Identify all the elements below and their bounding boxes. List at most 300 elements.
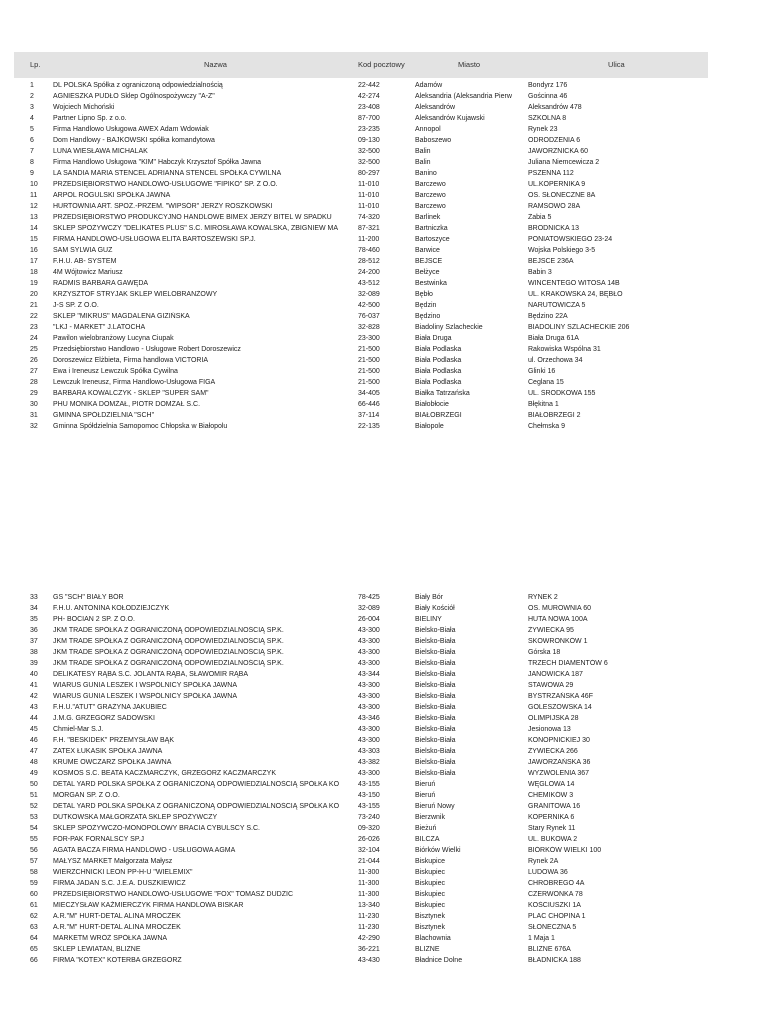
cell-kod-pocztowy: 24-200 — [358, 269, 380, 276]
cell-lp: 19 — [30, 280, 38, 287]
cell-kod-pocztowy: 11-300 — [358, 869, 380, 876]
cell-miasto: Barczewo — [415, 203, 446, 210]
cell-kod-pocztowy: 22-135 — [358, 423, 380, 430]
cell-miasto: Bierzwnik — [415, 814, 445, 821]
cell-lp: 22 — [30, 313, 38, 320]
cell-ulica: RAMSOWO 28A — [528, 203, 581, 210]
table-row — [0, 322, 768, 333]
cell-miasto: Biskupiec — [415, 869, 445, 876]
cell-ulica: UL.KOPERNIKA 9 — [528, 181, 586, 188]
cell-miasto: Bieżuń — [415, 825, 437, 832]
table-row — [0, 311, 768, 322]
cell-ulica: WINCENTEGO WITOSA 14B — [528, 280, 620, 287]
cell-nazwa: SKLEP SPOŻYWCZO-MONOPOLOWY BRACIA CYBULSCY S.C. — [53, 825, 260, 832]
cell-lp: 55 — [30, 836, 38, 843]
cell-ulica: Aleksandrów 478 — [528, 104, 582, 111]
cell-ulica: OS. MUROWNIA 60 — [528, 605, 592, 612]
cell-nazwa: WIARUS GUNIA LESZEK I WSPÓLNICY SPÓŁKA JAWNA — [53, 682, 237, 689]
cell-lp: 44 — [30, 715, 38, 722]
table-row — [0, 680, 768, 691]
cell-lp: 20 — [30, 291, 38, 298]
cell-lp: 1 — [30, 82, 34, 89]
cell-ulica: SZKOLNA 8 — [528, 115, 567, 122]
table-row — [0, 190, 768, 201]
cell-lp: 63 — [30, 924, 38, 931]
cell-miasto: BEJSCE — [415, 258, 443, 265]
cell-ulica: STAWOWA 29 — [528, 682, 574, 689]
cell-miasto: Bieruń — [415, 792, 436, 799]
cell-kod-pocztowy: 11-010 — [358, 203, 380, 210]
cell-ulica: SŁONECZNA 5 — [528, 924, 577, 931]
cell-miasto: Aleksandria (Aleksandria Pierw — [415, 93, 512, 100]
cell-ulica: WYZWOLENIA 367 — [528, 770, 590, 777]
cell-miasto: Bisztynek — [415, 924, 445, 931]
cell-ulica: PSZENNA 112 — [528, 170, 574, 177]
cell-lp: 21 — [30, 302, 38, 309]
table-row — [0, 702, 768, 713]
cell-nazwa: Gminna Spółdzielnia Samopomoc Chłopska w Białopolu — [53, 423, 228, 430]
cell-nazwa: PH- BOCIAN 2 SP. Z O.O. — [53, 616, 135, 623]
cell-ulica: PONIATOWSKIEGO 23-24 — [528, 236, 613, 243]
table-row — [0, 746, 768, 757]
cell-lp: 14 — [30, 225, 38, 232]
cell-kod-pocztowy: 11-230 — [358, 924, 380, 931]
cell-lp: 43 — [30, 704, 38, 711]
cell-ulica: OLIMPIJSKA 28 — [528, 715, 579, 722]
cell-kod-pocztowy: 21-044 — [358, 858, 380, 865]
cell-kod-pocztowy: 42-290 — [358, 935, 380, 942]
table-row — [0, 845, 768, 856]
cell-lp: 41 — [30, 682, 38, 689]
table-row — [0, 289, 768, 300]
cell-kod-pocztowy: 43-300 — [358, 660, 380, 667]
cell-lp: 49 — [30, 770, 38, 777]
cell-nazwa: LUNA WIESŁAWA MICHALAK — [53, 148, 148, 155]
cell-miasto: Barczewo — [415, 181, 446, 188]
cell-miasto: Bestwinka — [415, 280, 447, 287]
table-row — [0, 614, 768, 625]
cell-ulica: JAWORZNICKA 60 — [528, 148, 589, 155]
cell-nazwa: LA SANDIA MARIA STENCEL ADRIANNA STENCEL SPÓŁKA CYWILNA — [53, 170, 282, 177]
cell-lp: 2 — [30, 93, 34, 100]
cell-lp: 54 — [30, 825, 38, 832]
cell-nazwa: KRUME OWCZARZ SPÓŁKA JAWNA — [53, 759, 172, 766]
table-row — [0, 933, 768, 944]
cell-nazwa: Firma Handlowo Usługowa "KIM" Habczyk Krzysztof Spółka Jawna — [53, 159, 262, 166]
cell-miasto: Bielsko-Biała — [415, 660, 456, 667]
cell-kod-pocztowy: 11-010 — [358, 181, 380, 188]
cell-ulica: 1 Maja 1 — [528, 935, 555, 942]
table-row — [0, 113, 768, 124]
cell-ulica: Juliana Niemcewicza 2 — [528, 159, 600, 166]
header-miasto: Miasto — [458, 60, 481, 69]
cell-lp: 48 — [30, 759, 38, 766]
cell-ulica: Biała Druga 61A — [528, 335, 579, 342]
cell-miasto: Białka Tatrzańska — [415, 390, 470, 397]
cell-kod-pocztowy: 23-300 — [358, 335, 380, 342]
cell-nazwa: KOSMOS S.C. BEATA KACZMARCZYK, GRZEGORZ KACZMARCZYK — [53, 770, 276, 777]
table-row — [0, 135, 768, 146]
cell-kod-pocztowy: 11-200 — [358, 236, 380, 243]
cell-miasto: Bielsko-Biała — [415, 693, 456, 700]
cell-nazwa: SKLEP LEWIATAN, BLIZNE — [53, 946, 141, 953]
table-row — [0, 124, 768, 135]
table-row — [0, 812, 768, 823]
cell-kod-pocztowy: 43-300 — [358, 693, 380, 700]
cell-ulica: SKOWRONKÓW 1 — [528, 638, 588, 645]
cell-ulica: UL. BUKOWA 2 — [528, 836, 578, 843]
cell-ulica: Górska 18 — [528, 649, 561, 656]
header-lp: Lp. — [30, 60, 41, 69]
table-row — [0, 900, 768, 911]
table-row — [0, 212, 768, 223]
cell-lp: 64 — [30, 935, 38, 942]
cell-miasto: Biały Kościół — [415, 605, 455, 612]
cell-kod-pocztowy: 32-089 — [358, 605, 380, 612]
cell-lp: 56 — [30, 847, 38, 854]
table-row — [0, 867, 768, 878]
cell-ulica: UL. KRAKOWSKA 24, BĘBŁO — [528, 291, 623, 298]
cell-kod-pocztowy: 34-405 — [358, 390, 380, 397]
cell-lp: 15 — [30, 236, 38, 243]
table-row — [0, 377, 768, 388]
cell-ulica: Błękitna 1 — [528, 401, 559, 408]
cell-miasto: Biskupiec — [415, 880, 445, 887]
cell-lp: 33 — [30, 594, 38, 601]
cell-ulica: Będzino 22A — [528, 313, 568, 320]
cell-ulica: BIÓRKÓW WIELKI 100 — [528, 847, 602, 854]
cell-lp: 6 — [30, 137, 34, 144]
cell-lp: 37 — [30, 638, 38, 645]
cell-kod-pocztowy: 43-346 — [358, 715, 380, 722]
cell-ulica: Babin 3 — [528, 269, 552, 276]
cell-nazwa: ZATEX ŁUKASIK SPÓŁKA JAWNA — [53, 748, 163, 755]
cell-lp: 42 — [30, 693, 38, 700]
cell-kod-pocztowy: 13-340 — [358, 902, 380, 909]
cell-kod-pocztowy: 32-089 — [358, 291, 380, 298]
cell-miasto: Biskupiec — [415, 902, 445, 909]
cell-miasto: Bielsko-Biała — [415, 759, 456, 766]
cell-ulica: RYNEK 2 — [528, 594, 558, 601]
cell-ulica: JAWORZAŃSKA 36 — [528, 759, 591, 766]
cell-kod-pocztowy: 43-512 — [358, 280, 380, 287]
cell-nazwa: DETAL YARD POLSKA SPÓŁKA Z OGRANICZONĄ ODPOWIEDZIALNOŚCIĄ SPÓŁKA KO — [53, 781, 340, 788]
cell-kod-pocztowy: 11-300 — [358, 891, 380, 898]
cell-ulica: Glinki 16 — [528, 368, 556, 375]
cell-kod-pocztowy: 22-442 — [358, 82, 380, 89]
cell-ulica: CZERWONKA 78 — [528, 891, 583, 898]
cell-ulica: BIAŁOBRZEGI 2 — [528, 412, 581, 419]
cell-ulica: NARUTOWICZA 5 — [528, 302, 586, 309]
cell-miasto: Będzin — [415, 302, 437, 309]
table-body-page-1 — [0, 80, 768, 432]
cell-lp: 62 — [30, 913, 38, 920]
cell-lp: 29 — [30, 390, 38, 397]
cell-nazwa: MAŁYSZ MARKET Małgorzata Małysz — [53, 858, 173, 865]
header-kod-pocztowy: Kod pocztowy — [358, 60, 405, 69]
cell-ulica: KONOPNICKIEJ 30 — [528, 737, 590, 744]
table-row — [0, 691, 768, 702]
cell-miasto: Bielsko-Biała — [415, 627, 456, 634]
cell-kod-pocztowy: 32-104 — [358, 847, 380, 854]
cell-nazwa: FIRMA HANDLOWO-USŁUGOWA ELITA BARTOSZEWSKI SP.J. — [53, 236, 256, 243]
cell-kod-pocztowy: 43-300 — [358, 649, 380, 656]
cell-nazwa: Lewczuk Ireneusz, Firma Handlowo-Usługowa FIGA — [53, 379, 216, 386]
table-body-page-2 — [0, 592, 768, 966]
cell-lp: 12 — [30, 203, 38, 210]
cell-lp: 28 — [30, 379, 38, 386]
cell-lp: 60 — [30, 891, 38, 898]
cell-miasto: Biała Podlaska — [415, 346, 462, 353]
cell-nazwa: FOR-PAK FORNALSCY SP.J — [53, 836, 145, 843]
cell-nazwa: Wojciech Michoński — [53, 104, 115, 111]
cell-miasto: Banino — [415, 170, 437, 177]
cell-miasto: Biała Podlaska — [415, 357, 462, 364]
cell-lp: 10 — [30, 181, 38, 188]
cell-lp: 58 — [30, 869, 38, 876]
cell-kod-pocztowy: 80-297 — [358, 170, 380, 177]
cell-nazwa: DUTKOWSKA MAŁGORZATA SKLEP SPOŻYWCZY — [53, 814, 218, 821]
table-row — [0, 223, 768, 234]
cell-nazwa: KRZYSZTOF STRYJAK SKLEP WIELOBRANŻOWY — [53, 291, 218, 298]
cell-miasto: Bielsko-Biała — [415, 671, 456, 678]
cell-ulica: CHEMIKÓW 3 — [528, 792, 574, 799]
cell-nazwa: GMINNA SPÓŁDZIELNIA "SCH" — [53, 412, 155, 419]
cell-miasto: Baboszewo — [415, 137, 452, 144]
table-row — [0, 625, 768, 636]
cell-kod-pocztowy: 11-230 — [358, 913, 380, 920]
cell-lp: 26 — [30, 357, 38, 364]
cell-kod-pocztowy: 43-155 — [358, 803, 380, 810]
cell-kod-pocztowy: 32-828 — [358, 324, 380, 331]
cell-nazwa: MORGAN SP. Z O.O. — [53, 792, 120, 799]
cell-ulica: JANOWICKA 187 — [528, 671, 583, 678]
cell-kod-pocztowy: 43-430 — [358, 957, 380, 964]
cell-kod-pocztowy: 43-300 — [358, 737, 380, 744]
cell-nazwa: Przedsiębiorstwo Handlowo - Usługowe Robert Doroszewicz — [53, 346, 241, 353]
cell-kod-pocztowy: 87-700 — [358, 115, 380, 122]
cell-lp: 23 — [30, 324, 38, 331]
cell-nazwa: JKM TRADE SPÓŁKA Z OGRANICZONĄ ODPOWIEDZIALNOŚCIĄ SP.K. — [53, 638, 284, 645]
cell-lp: 51 — [30, 792, 38, 799]
cell-miasto: Bisztynek — [415, 913, 445, 920]
cell-miasto: Bielsko-Biała — [415, 748, 456, 755]
table-row — [0, 724, 768, 735]
table-row — [0, 944, 768, 955]
table-row — [0, 300, 768, 311]
cell-lp: 66 — [30, 957, 38, 964]
table-row — [0, 889, 768, 900]
table-row — [0, 146, 768, 157]
cell-miasto: Balin — [415, 159, 431, 166]
cell-nazwa: A.R."M" HURT-DETAL ALINA MROCZEK — [53, 913, 181, 920]
cell-kod-pocztowy: 73-240 — [358, 814, 380, 821]
cell-nazwa: 4M Wójtowicz Mariusz — [53, 269, 123, 276]
cell-ulica: HUTA NOWA 100A — [528, 616, 588, 623]
cell-miasto: Biały Bór — [415, 594, 444, 601]
cell-nazwa: WIARUS GUNIA LESZEK I WSPÓLNICY SPÓŁKA JAWNA — [53, 693, 237, 700]
cell-lp: 36 — [30, 627, 38, 634]
table-row — [0, 157, 768, 168]
table-row — [0, 80, 768, 91]
cell-nazwa: J.M.G. GRZEGORZ SADOWSKI — [53, 715, 155, 722]
cell-ulica: Wojska Polskiego 3-5 — [528, 247, 596, 254]
cell-ulica: Gościnna 46 — [528, 93, 568, 100]
cell-nazwa: SAM SYLWIA GUZ — [53, 247, 113, 254]
cell-miasto: Aleksandrów — [415, 104, 456, 111]
cell-miasto: Będzino — [415, 313, 441, 320]
cell-kod-pocztowy: 43-300 — [358, 726, 380, 733]
table-row — [0, 592, 768, 603]
cell-lp: 30 — [30, 401, 38, 408]
table-row — [0, 955, 768, 966]
table-row — [0, 355, 768, 366]
table-row — [0, 790, 768, 801]
cell-ulica: BYSTRZAŃSKA 46F — [528, 693, 593, 700]
table-row — [0, 102, 768, 113]
table-row — [0, 410, 768, 421]
cell-kod-pocztowy: 32-500 — [358, 159, 380, 166]
cell-ulica: Stary Rynek 11 — [528, 825, 576, 832]
cell-lp: 17 — [30, 258, 38, 265]
cell-ulica: BŁADNICKA 188 — [528, 957, 581, 964]
cell-nazwa: A.R."M" HURT-DETAL ALINA MROCZEK — [53, 924, 181, 931]
cell-ulica: UL. ŚRODKOWA 155 — [528, 390, 596, 397]
cell-lp: 46 — [30, 737, 38, 744]
table-row — [0, 713, 768, 724]
table-header — [14, 52, 708, 78]
cell-kod-pocztowy: 43-303 — [358, 748, 380, 755]
cell-kod-pocztowy: 66-446 — [358, 401, 380, 408]
cell-lp: 34 — [30, 605, 38, 612]
table-row — [0, 669, 768, 680]
cell-nazwa: JKM TRADE SPÓŁKA Z OGRANICZONĄ ODPOWIEDZIALNOŚCIĄ SP.K. — [53, 627, 284, 634]
cell-nazwa: AGNIESZKA PUDŁO Sklep Ogólnospożywczy "A-Z" — [53, 93, 215, 100]
cell-miasto: Białopole — [415, 423, 444, 430]
cell-lp: 27 — [30, 368, 38, 375]
cell-miasto: Aleksandrów Kujawski — [415, 115, 485, 122]
cell-kod-pocztowy: 43-300 — [358, 627, 380, 634]
table-row — [0, 91, 768, 102]
cell-miasto: Białobłocie — [415, 401, 449, 408]
cell-lp: 52 — [30, 803, 38, 810]
table-row — [0, 179, 768, 190]
cell-kod-pocztowy: 43-300 — [358, 770, 380, 777]
cell-miasto: Bielsko-Biała — [415, 704, 456, 711]
cell-nazwa: JKM TRADE SPÓŁKA Z OGRANICZONĄ ODPOWIEDZIALNOŚCIĄ SP.K. — [53, 660, 284, 667]
table-row — [0, 278, 768, 289]
cell-lp: 57 — [30, 858, 38, 865]
cell-ulica: Jesionowa 13 — [528, 726, 571, 733]
cell-miasto: Biskupiec — [415, 891, 445, 898]
cell-kod-pocztowy: 09-130 — [358, 137, 380, 144]
cell-kod-pocztowy: 87-321 — [358, 225, 380, 232]
table-row — [0, 245, 768, 256]
cell-ulica: WĘGLOWA 14 — [528, 781, 575, 788]
cell-ulica: KOŚCIUSZKI 1A — [528, 902, 581, 909]
cell-lp: 24 — [30, 335, 38, 342]
cell-kod-pocztowy: 78-425 — [358, 594, 380, 601]
cell-nazwa: F.H.U."ATUT" GRAŻYNA JAKUBIEC — [53, 704, 167, 711]
cell-nazwa: ARPOL ROGULSKI SPÓŁKA JAWNA — [53, 192, 171, 199]
cell-kod-pocztowy: 32-500 — [358, 148, 380, 155]
cell-lp: 9 — [30, 170, 34, 177]
cell-kod-pocztowy: 43-155 — [358, 781, 380, 788]
cell-miasto: Biórków Wielki — [415, 847, 461, 854]
table-row — [0, 267, 768, 278]
cell-miasto: Annopol — [415, 126, 441, 133]
cell-lp: 61 — [30, 902, 38, 909]
cell-lp: 8 — [30, 159, 34, 166]
cell-lp: 18 — [30, 269, 38, 276]
cell-nazwa: PHU MONIKA DOMŻAŁ, PIOTR DOMŻAŁ S.C. — [53, 401, 201, 408]
table-row — [0, 779, 768, 790]
cell-ulica: ul. Orzechowa 34 — [528, 357, 583, 364]
cell-kod-pocztowy: 74-320 — [358, 214, 380, 221]
cell-lp: 45 — [30, 726, 38, 733]
cell-nazwa: F.H.U. ANTONINA KOŁODZIEJCZYK — [53, 605, 170, 612]
cell-lp: 31 — [30, 412, 38, 419]
cell-nazwa: "LKJ - MARKET" J.LATOCHA — [53, 324, 146, 331]
table-row — [0, 647, 768, 658]
cell-miasto: Balin — [415, 148, 431, 155]
cell-miasto: Blachownia — [415, 935, 451, 942]
cell-miasto: Biskupice — [415, 858, 445, 865]
cell-nazwa: HURTOWNIA ART. SPOŻ.-PRZEM. "WIPSÓR" JERZY ROSZKOWSKI — [53, 203, 273, 210]
table-row — [0, 366, 768, 377]
cell-kod-pocztowy: 11-300 — [358, 880, 380, 887]
cell-miasto: Bielsko-Biała — [415, 737, 456, 744]
table-row — [0, 256, 768, 267]
cell-kod-pocztowy: 43-300 — [358, 638, 380, 645]
cell-ulica: Bondyrz 176 — [528, 82, 568, 89]
cell-nazwa: SKLEP "MIKRUS" MAGDALENA GIZIŃSKA — [53, 313, 190, 320]
cell-nazwa: PRZEDSIĘBIORSTWO HANDLOWO-USŁUGOWE "FOX" TOMASZ DUDZIC — [53, 891, 294, 898]
cell-lp: 32 — [30, 423, 38, 430]
cell-miasto: Barczewo — [415, 192, 446, 199]
cell-miasto: Biała Podlaska — [415, 379, 462, 386]
cell-miasto: Bładnice Dolne — [415, 957, 463, 964]
cell-kod-pocztowy: 21-500 — [358, 346, 380, 353]
table-row — [0, 333, 768, 344]
cell-miasto: BLIZNE — [415, 946, 440, 953]
cell-nazwa: WIERZCHNICKI LEON PP-H-U "WIELEMIX" — [53, 869, 193, 876]
cell-lp: 13 — [30, 214, 38, 221]
cell-miasto: Biadoliny Szlacheckie — [415, 324, 483, 331]
table-row — [0, 399, 768, 410]
table-row — [0, 603, 768, 614]
cell-kod-pocztowy: 21-500 — [358, 357, 380, 364]
table-row — [0, 856, 768, 867]
cell-ulica: ODRODZENIA 6 — [528, 137, 581, 144]
cell-miasto: Barwice — [415, 247, 440, 254]
cell-miasto: Bębło — [415, 291, 433, 298]
cell-ulica: CHROBREGO 4A — [528, 880, 585, 887]
cell-nazwa: F.H.U. AB- SYSTEM — [53, 258, 117, 265]
cell-miasto: Bartoszyce — [415, 236, 450, 243]
cell-miasto: Bielsko-Biała — [415, 770, 456, 777]
header-nazwa: Nazwa — [204, 60, 227, 69]
cell-kod-pocztowy: 43-150 — [358, 792, 380, 799]
cell-nazwa: F.H. "BESKIDEK" PRZEMYSŁAW BĄK — [53, 737, 175, 744]
cell-kod-pocztowy: 11-010 — [358, 192, 380, 199]
table-row — [0, 801, 768, 812]
cell-lp: 39 — [30, 660, 38, 667]
cell-miasto: BILCZA — [415, 836, 440, 843]
cell-kod-pocztowy: 43-344 — [358, 671, 380, 678]
cell-lp: 35 — [30, 616, 38, 623]
cell-kod-pocztowy: 42-500 — [358, 302, 380, 309]
